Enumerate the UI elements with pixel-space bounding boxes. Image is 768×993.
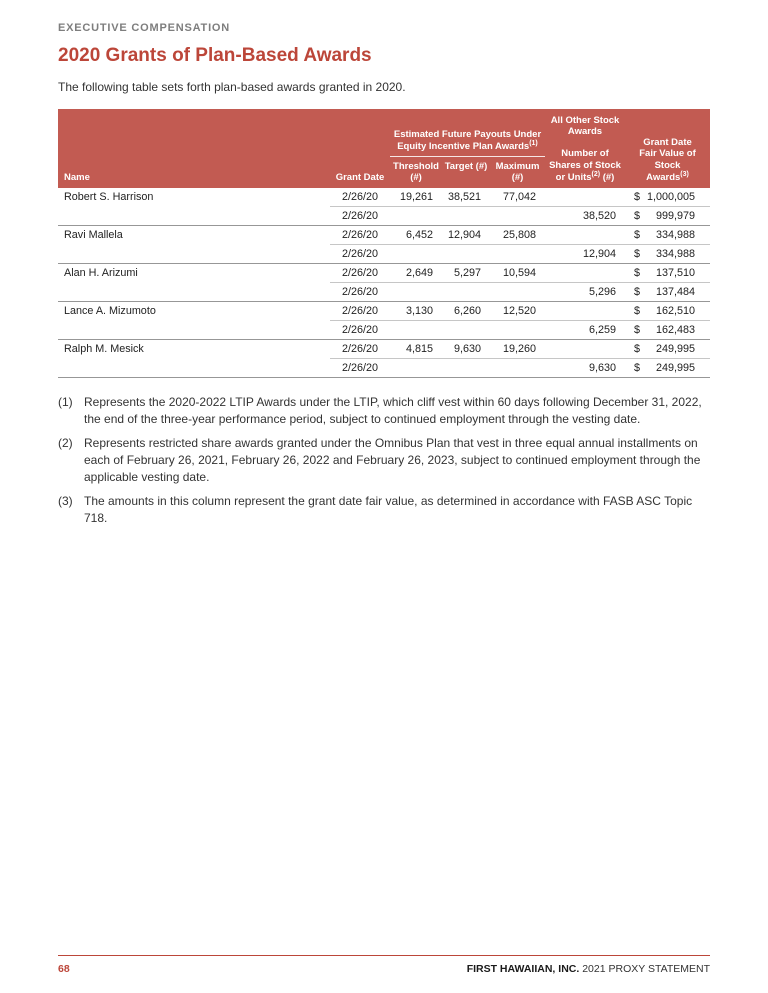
cell-maximum	[490, 207, 545, 226]
header-threshold: Threshold (#)	[393, 160, 439, 183]
cell-fair-value	[625, 340, 710, 359]
footer-text	[467, 963, 710, 975]
cell-shares: 5,296	[545, 283, 625, 302]
page-number: 68	[58, 963, 70, 975]
cell-shares: 12,904	[545, 245, 625, 264]
cell-grant-date: 2/26/20	[330, 264, 390, 283]
cell-name	[58, 245, 330, 264]
cell-maximum: 12,520	[490, 302, 545, 321]
section-label: EXECUTIVE COMPENSATION	[58, 22, 231, 34]
cell-maximum	[490, 245, 545, 264]
cell-shares: 6,259	[545, 321, 625, 340]
cell-threshold	[390, 321, 442, 340]
cell-grant-date: 2/26/20	[330, 207, 390, 226]
table-row	[58, 245, 710, 264]
cell-shares	[545, 340, 625, 359]
currency-symbol: $	[634, 362, 641, 375]
cell-grant-date: 2/26/20	[330, 245, 390, 264]
fair-value-amount: 249,995	[655, 343, 695, 356]
cell-shares	[545, 264, 625, 283]
cell-target	[442, 321, 490, 340]
cell-target	[442, 207, 490, 226]
footnote-ref-3: (3)	[680, 170, 689, 178]
cell-maximum: 25,808	[490, 226, 545, 245]
cell-shares	[545, 188, 625, 207]
table-row	[58, 302, 710, 321]
cell-grant-date: 2/26/20	[330, 188, 390, 207]
header-name: Name	[64, 171, 90, 183]
header-fair-value	[625, 137, 710, 184]
currency-symbol: $	[634, 267, 641, 280]
header-equity-incentive-subcolumns	[390, 159, 545, 184]
cell-grant-date: 2/26/20	[330, 321, 390, 340]
cell-fair-value	[625, 283, 710, 302]
footnote-number: (1)	[58, 395, 73, 410]
header-maximum: Maximum (#)	[495, 160, 540, 183]
footnote-ref-1: (1)	[529, 140, 538, 148]
cell-name: Ralph M. Mesick	[64, 343, 144, 356]
cell-grant-date: 2/26/20	[330, 359, 390, 378]
header-equity-incentive-title	[390, 129, 545, 157]
header-fair-value-text: Grant Date Fair Value of Stock Awards	[639, 137, 696, 183]
header-shares	[545, 148, 625, 184]
cell-name: Ravi Mallela	[64, 229, 123, 242]
cell-threshold	[390, 283, 442, 302]
currency-symbol: $	[634, 343, 641, 356]
currency-symbol: $	[634, 210, 641, 223]
cell-threshold: 3,130	[390, 302, 442, 321]
cell-threshold: 19,261	[390, 188, 442, 207]
cell-fair-value	[625, 302, 710, 321]
currency-symbol: $	[634, 248, 641, 261]
header-equity-incentive-group	[390, 129, 545, 184]
cell-threshold	[390, 245, 442, 264]
cell-maximum	[490, 359, 545, 378]
header-all-other-stock-awards-title: All Other Stock Awards	[550, 115, 620, 138]
cell-fair-value	[625, 226, 710, 245]
cell-threshold	[390, 359, 442, 378]
header-target: Target (#)	[444, 160, 488, 172]
table-header	[58, 109, 710, 188]
footnote-text: The amounts in this column represent the grant date fair value, as determined in accordance with FASB ASC Topic 718.	[84, 494, 693, 526]
table-row	[58, 226, 710, 245]
table-row	[58, 207, 710, 226]
page-title: 2020 Grants of Plan-Based Awards	[58, 45, 372, 66]
cell-target: 12,904	[442, 226, 490, 245]
fair-value-amount: 999,979	[655, 210, 695, 223]
header-all-other-stock-awards-group	[545, 115, 625, 184]
cell-threshold: 6,452	[390, 226, 442, 245]
footnote-number: (2)	[58, 436, 73, 451]
header-shares-text: Number of Shares of Stock or Units	[549, 148, 621, 183]
cell-threshold	[390, 207, 442, 226]
table-row	[58, 359, 710, 378]
cell-grant-date: 2/26/20	[330, 283, 390, 302]
fair-value-amount: 137,510	[655, 267, 695, 280]
footnote-ref-2: (2)	[591, 170, 601, 178]
cell-target: 5,297	[442, 264, 490, 283]
table-row	[58, 188, 710, 207]
cell-grant-date: 2/26/20	[330, 340, 390, 359]
fair-value-amount: 1,000,005	[646, 191, 695, 204]
page-footer	[58, 955, 710, 975]
cell-target	[442, 359, 490, 378]
cell-fair-value	[625, 245, 710, 264]
awards-table	[58, 109, 710, 378]
cell-maximum: 77,042	[490, 188, 545, 207]
cell-target	[442, 245, 490, 264]
fair-value-amount: 137,484	[655, 286, 695, 299]
cell-name: Robert S. Harrison	[64, 191, 154, 204]
currency-symbol: $	[634, 229, 641, 242]
header-grant-date: Grant Date	[335, 171, 385, 183]
cell-name	[58, 321, 330, 340]
cell-fair-value	[625, 207, 710, 226]
footnote-text: Represents restricted share awards granted under the Omnibus Plan that vest in three equal annual installments on each of February 26, 2021, February 26, 2022 and February 26, 2023, subject to continued employment through the applicable vesting date.	[84, 436, 701, 485]
fair-value-amount: 162,510	[655, 305, 695, 318]
table-body	[58, 188, 710, 378]
cell-name	[58, 359, 330, 378]
currency-symbol: $	[634, 286, 641, 299]
cell-fair-value	[625, 264, 710, 283]
cell-shares	[545, 226, 625, 245]
footer-company-name: FIRST HAWAIIAN, INC.	[466, 963, 580, 975]
cell-name	[58, 283, 330, 302]
table-row	[58, 340, 710, 359]
cell-fair-value	[625, 188, 710, 207]
fair-value-amount: 162,483	[655, 324, 695, 337]
cell-threshold: 4,815	[390, 340, 442, 359]
cell-maximum	[490, 283, 545, 302]
currency-symbol: $	[634, 305, 641, 318]
cell-target: 38,521	[442, 188, 490, 207]
cell-name: Lance A. Mizumoto	[64, 305, 156, 318]
cell-name: Alan H. Arizumi	[64, 267, 138, 280]
currency-symbol: $	[634, 324, 641, 337]
cell-target: 9,630	[442, 340, 490, 359]
footnote-1	[58, 394, 710, 428]
footnote-text: Represents the 2020-2022 LTIP Awards under the LTIP, which cliff vest within 60 days following December 31, 2022, the end of the three-year performance period, subject to continued employment through the vesting date.	[84, 395, 702, 427]
header-equity-incentive-text: Estimated Future Payouts Under Equity Incentive Plan Awards	[393, 129, 542, 153]
cell-name	[58, 207, 330, 226]
cell-fair-value	[625, 359, 710, 378]
footnote-3	[58, 493, 710, 527]
footer-doc-title: 2021 PROXY STATEMENT	[582, 963, 710, 975]
cell-fair-value	[625, 321, 710, 340]
cell-grant-date: 2/26/20	[330, 302, 390, 321]
cell-maximum	[490, 321, 545, 340]
footnote-number: (3)	[58, 494, 73, 509]
footnote-2	[58, 435, 710, 486]
cell-shares	[545, 302, 625, 321]
intro-text: The following table sets forth plan-based awards granted in 2020.	[58, 80, 406, 94]
currency-symbol: $	[634, 191, 641, 204]
header-shares-unit: (#)	[602, 171, 615, 183]
cell-grant-date: 2/26/20	[330, 226, 390, 245]
cell-shares: 9,630	[545, 359, 625, 378]
fair-value-amount: 334,988	[655, 229, 695, 242]
table-row	[58, 264, 710, 283]
cell-target	[442, 283, 490, 302]
fair-value-amount: 334,988	[655, 248, 695, 261]
cell-maximum: 19,260	[490, 340, 545, 359]
cell-target: 6,260	[442, 302, 490, 321]
table-row	[58, 321, 710, 340]
fair-value-amount: 249,995	[655, 362, 695, 375]
cell-threshold: 2,649	[390, 264, 442, 283]
footnotes	[58, 394, 710, 527]
cell-shares: 38,520	[545, 207, 625, 226]
table-row	[58, 283, 710, 302]
cell-maximum: 10,594	[490, 264, 545, 283]
